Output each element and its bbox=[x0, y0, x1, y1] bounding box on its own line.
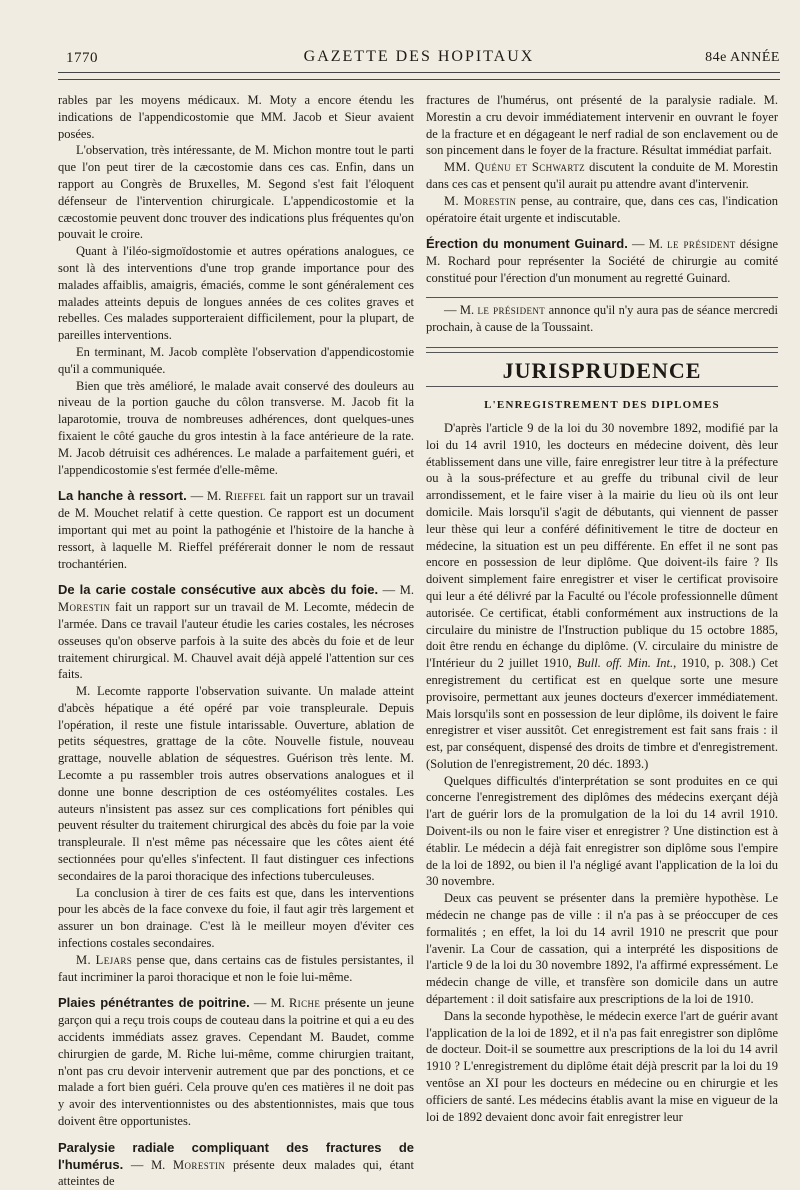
paragraph-text: pense, au contraire, que, dans ces cas, l'indication opératoire était urgente et indiscutable. bbox=[426, 193, 778, 225]
section-text: présente un jeune garçon qui a reçu trois coups de couteau dans la poitrine et qui a eu des accidents immédiats assez graves. Cependant M. Baudet, comme chirurgien de garde, M. Riche lui-même, comme chirurgien traitant, n'ont pas cru devoir intervenir autrement que par des ponctions, et ce malade a fort bien guéri. Cela prouve qu'en ces matières il ne doit pas y avoir des interventionnistes ou des abstentionnistes, mais que tous doivent être opportunistes. bbox=[58, 996, 414, 1129]
paragraph: fractures de l'humérus, ont présenté de la paralysie radiale. M. Morestin a cru devoir immédiatement intervenir en ouvrant le foyer de la fracture et en dégageant le nerf radial de son enclavement ou de son pincement dans le foyer de la fracture. Résultat immédiat parfait. bbox=[426, 93, 778, 158]
paragraph: En terminant, M. Jacob complète l'observation d'appendicostomie qu'il a communiquée. bbox=[58, 344, 414, 376]
article-subtitle: L'ENREGISTREMENT DES DIPLOMES bbox=[484, 399, 720, 412]
paragraph bbox=[426, 193, 778, 227]
paragraph-text: , 1910, p. 308.) Cet enregistrement du certificat est en quelque sorte une mesure provisoire, permettant aux jeunes docteurs d'exercer immédiatement. Mais lorsqu'ils sont en possession de leur diplôme, ils doivent le faire enregistrer et viser aussitôt. Cet enregistrement est fait sans frais : il est, par conséquent, dispensé des droits de timbre et d'enregistrement. (Solution de l'enregistrement, 20 déc. 1893.) bbox=[426, 656, 778, 771]
dash: — M. bbox=[444, 302, 478, 317]
paragraph: L'observation, très intéressante, de M. Michon montre tout le parti que l'on peut tirer de la cæcostomie dans ces cas. Enfin, dans un rapport au Congrès de Bruxelles, M. Segond s'est fait l'éloquent défenseur de l'intervention chirurgicale. L'appendicostomie et la cæcostomie peuvent donc trouver des indications plus fréquentes qu'on pouvait le croire. bbox=[58, 143, 414, 242]
paragraph: rables par les moyens médicaux. M. Moty a encore étendu les indications de l'appendicostomie que MM. Jacob et Sieur avaient posées. bbox=[58, 93, 414, 141]
paragraph bbox=[426, 159, 778, 193]
section-monument bbox=[426, 236, 778, 286]
author-name: Morestin bbox=[58, 600, 111, 615]
section-text: fait un rapport sur un travail de M. Lecomte, médecin de l'armée. Dans ce travail l'auteur étudie les caries costales, les nécroses osseuses qu'on observe parfois à la suite des abcès du foie et de leur traitement chirurgical. M. Chauvel avait déjà appelé l'attention sur ces faits. bbox=[58, 600, 414, 682]
section-title: Érection du monument Guinard. bbox=[426, 236, 628, 252]
divider bbox=[426, 347, 778, 353]
paragraph-text: discutent la conduite de M. Morestin dans ces cas et pensent qu'il aurait pu attendre avant d'intervenir. bbox=[426, 160, 778, 191]
paragraph bbox=[426, 302, 778, 336]
page-number: 1770 bbox=[66, 50, 98, 66]
author-name: Morestin bbox=[173, 1157, 226, 1172]
author-name: MM. Quénu et Schwartz bbox=[444, 160, 585, 175]
dash: — M. bbox=[186, 489, 226, 504]
paragraph: Deux cas peuvent se présenter dans la première hypothèse. Le médecin ne change pas de ville : il n'a pas à se préoccuper de ces formalités ; en effet, la loi du 14 avril 1910 ne prescrit que pour l'avenir. La Cour de cassation, qui a interprété les dispositions de l'article 9 de la loi du 30 novembre 1892, l'a affirmé expressément. Le médecin change de ville, et transfère son domicile dans un autre département : il doit satisfaire aux prescriptions de la loi de 1910. bbox=[426, 891, 778, 1007]
section-carie bbox=[58, 582, 414, 683]
page-header bbox=[58, 44, 780, 68]
dash: — M. bbox=[378, 583, 414, 598]
section-plaies bbox=[58, 995, 414, 1129]
section-heading-jurisprudence: JURISPRUDENCE bbox=[502, 358, 702, 384]
author-name: M. Morestin bbox=[444, 193, 517, 208]
section-paralysie bbox=[58, 1140, 414, 1190]
header-rule bbox=[58, 72, 780, 80]
paragraph: M. Lecomte rapporte l'observation suivante. Un malade atteint d'abcès hépatique a été opéré par voie transpleurale. Depuis l'opération, il reste une fistule intarissable. Ouverture, ablation de petits séquestres, grattage de la côte. Nouvelle fistule, nouveau grattage, nouvelle ablation de séquestres. Guérison très lente. M. Lecomte a pu rassembler trois autres observations analogues et il donne une bonne description de ces ostéomyélites costales. Les auteurs n'insistent pas assez sur ces complications fort pénibles qui peuvent résulter du traitement chirurgical des abcès du foie par la voie transpleurale. Il n'est même pas nécessaire que les côtes aient été sectionnées pour qu'elles s'infectent. Il faut distinguer ces infections secondaires de la paroi thoracique des infections tuberculeuses. bbox=[58, 684, 414, 883]
author-name: le président bbox=[667, 237, 736, 252]
paragraph: La conclusion à tirer de ces faits est que, dans les interventions pour les abcès de la face convexe du foie, il faut agir très largement et assurer un bon drainage. C'est là le meilleur moyen d'éviter ces infections costales secondaires. bbox=[58, 885, 414, 951]
section-text: fait un rapport sur un travail de M. Mouchet relatif à cette question. Ce rapport est un document important qui met au point la pathogénie et l'histoire de la hanche à ressort, à laquelle M. Rieffel préférerait donner le nom de ressaut trochantérien. bbox=[58, 489, 414, 571]
paragraph: Bien que très amélioré, le malade avait conservé des douleurs au niveau de la portion gauche du côlon transverse. M. Jacob fit la laparotomie, trouva de nombreuses adhérences, dont quelques-unes fixaient le côté gauche du gros intestin à la face antérieure de la rate. M. Jacob détruisit ces adhérences. Le malade a parfaitement guéri, et l'appendicostomie s'est fermée d'elle-même. bbox=[58, 378, 414, 477]
left-column bbox=[58, 92, 414, 1190]
paragraph bbox=[426, 420, 778, 773]
section-text: présente deux malades qui, étant atteintes de bbox=[58, 1157, 414, 1189]
author-name: Rieffel bbox=[225, 489, 266, 504]
dash: — M. bbox=[123, 1157, 173, 1172]
paragraph bbox=[58, 952, 414, 986]
paragraph: Quelques difficultés d'interprétation se sont produites en ce qui concerne l'enregistrement des diplômes des médecins exerçant déjà l'art de guérir lors de la promulgation de la loi du 14 avril 1910. Doivent-ils ou non le faire viser et enregistrer ? Une distinction est à établir. Le médecin a déjà fait enregistrer son diplôme sous l'empire de la loi de 1892, ou bien il l'a négligé avant l'application de la loi du 30 novembre. bbox=[426, 773, 778, 889]
paragraph-text: D'après l'article 9 de la loi du 30 novembre 1892, modifié par la loi du 14 avril 1910, les docteurs en médecine doivent, dès leur établissement dans une ville, faire enregistrer leur titre à la préfecture ou à la sous-préfecture et au greffe du tribunal civil de leur arrondissement, et le faire viser à la mairie du lieu où ils ont leur domicile. Mais lorsqu'il s'agit de débutants, qui viennent de passer leur thèse qui leur a conféré définitivement le titre de docteur en médecine, la situation est un peu différente. En effet il ne sont pas encore en possession de leur diplôme. Que doivent-ils faire ? Ils doivent simplement faire enregistrer et viser le certificat provisoire qui leur a été délivré par la Faculté ou l'école professionnelle dûment autorisée. Ce certificat, établi conformément aux instructions de la circulaire du ministre de l'Instruction publique du 15 octobre 1885, doit être rendu en échange du diplôme. (V. circulaire du ministre de l'Intérieur du 2 juillet 1910, bbox=[426, 420, 778, 671]
paragraph-text: annonce qu'il n'y aura pas de séance mercredi prochain, à cause de la Toussaint. bbox=[426, 302, 778, 334]
divider bbox=[426, 297, 778, 298]
section-title: La hanche à ressort. bbox=[58, 488, 187, 504]
paragraph-text: pense que, dans certains cas de fistules persistantes, il faut incriminer la paroi thoracique et non le foie lui-même. bbox=[58, 952, 414, 984]
author-name: M. Lejars bbox=[76, 952, 133, 967]
section-title: Paralysie radiale compliquant des fractures de l'humérus. bbox=[58, 1139, 414, 1172]
right-column bbox=[426, 92, 778, 1125]
paragraph: Dans la seconde hypothèse, le médecin exerce l'art de guérir avant l'application de la loi de 1892, et il n'a pas fait enregistrer son diplôme de docteur. Doit-il se soumettre aux prescriptions de la loi du 14 avril 1910 ? L'enregistrement du diplôme était déjà prescrit par la loi du 19 ventôse an XI pour les docteurs en médecine ou en chirurgie et les officiers de santé. Les médecins établis avant la mise en vigueur de la loi de 1892 devaient donc avoir fait enregistrer leur bbox=[426, 1008, 778, 1124]
reference: Bull. off. Min. Int. bbox=[576, 656, 674, 671]
author-name: le président bbox=[477, 302, 546, 317]
section-text: désigne M. Rochard pour représenter la Société de chirurgie au comité constitué pour l'érection d'un monument au regretté Guinard. bbox=[426, 237, 778, 285]
journal-title: GAZETTE DES HOPITAUX bbox=[303, 48, 535, 65]
section-title: De la carie costale consécutive aux abcès du foie. bbox=[58, 582, 379, 598]
divider bbox=[426, 386, 778, 387]
section-hanche bbox=[58, 488, 414, 572]
dash: — M. bbox=[627, 237, 668, 252]
paragraph: Quant à l'iléo-sigmoïdostomie et autres opérations analogues, ce sont là des interventions d'une trop grande importance pour des malades affaiblis, amaigris, émaciés, comme le sont généralement ces malades atteints depuis de longues années de ces colites graves et rebelles. Ces malades supporteraient difficilement, pour la plupart, de pareilles interventions. bbox=[58, 244, 414, 343]
author-name: Riche bbox=[288, 996, 321, 1011]
dash: — M. bbox=[249, 996, 289, 1011]
section-title: Plaies pénétrantes de poitrine. bbox=[58, 995, 250, 1011]
year-label: 84e ANNÉE bbox=[705, 50, 780, 65]
